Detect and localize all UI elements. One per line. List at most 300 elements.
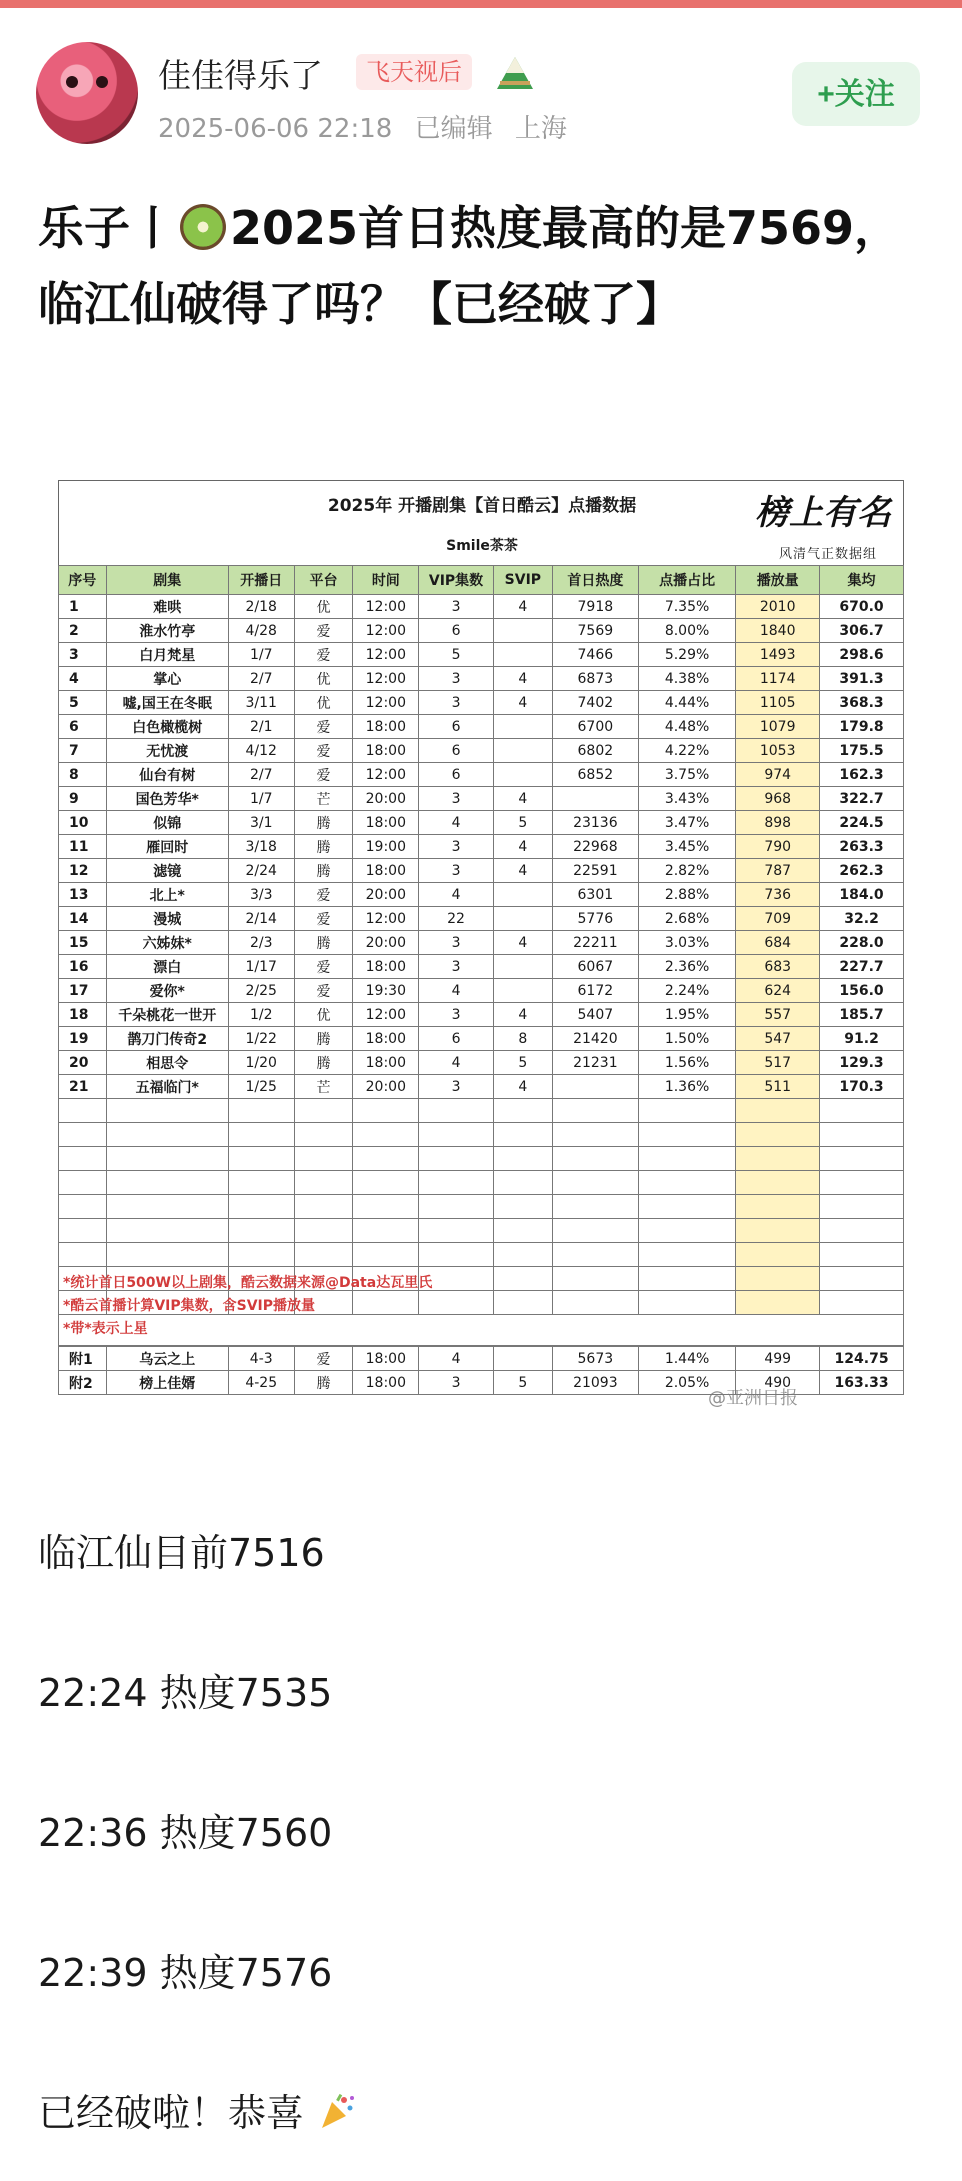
table-cell: [493, 979, 552, 1003]
table-cell: 306.7: [820, 619, 904, 643]
table-cell: [493, 883, 552, 907]
table-cell: [228, 1171, 294, 1195]
table-cell: 5: [419, 643, 494, 667]
table-cell: 4: [419, 1347, 494, 1371]
table-cell: [419, 1099, 494, 1123]
table-cell: 21231: [552, 1051, 638, 1075]
table-cell: 8: [59, 763, 107, 787]
logo-script: 榜上有名: [755, 493, 891, 533]
table-cell: 3: [419, 955, 494, 979]
table-row: [59, 931, 904, 955]
table-cell: [59, 1099, 107, 1123]
table-cell: 7402: [552, 691, 638, 715]
table-cell: 19:00: [353, 835, 419, 859]
table-cell: [820, 1147, 904, 1171]
table-cell: 白月梵星: [106, 643, 228, 667]
table-cell: [820, 1171, 904, 1195]
table-cell: [228, 1195, 294, 1219]
table-cell: 4.44%: [638, 691, 735, 715]
table-cell: 1/2: [228, 1003, 294, 1027]
table-cell: 6: [419, 619, 494, 643]
table-cell: 芒: [294, 1075, 353, 1099]
avatar[interactable]: [36, 42, 138, 144]
table-cell: 优: [294, 595, 353, 619]
table-cell: 511: [736, 1075, 820, 1099]
table-cell: 3/18: [228, 835, 294, 859]
zongzi-icon: [494, 54, 536, 94]
table-cell: 1.56%: [638, 1051, 735, 1075]
table-cell: 4: [493, 691, 552, 715]
table-cell: [820, 1099, 904, 1123]
table-cell: [552, 1219, 638, 1243]
column-header: 集均: [820, 566, 904, 595]
table-cell: 2.88%: [638, 883, 735, 907]
table-cell: [493, 1123, 552, 1147]
table-cell: 499: [736, 1347, 820, 1371]
table-cell: 4.48%: [638, 715, 735, 739]
table-cell: 2.36%: [638, 955, 735, 979]
table-cell: [106, 1195, 228, 1219]
party-popper-icon: [316, 2092, 356, 2132]
follow-button[interactable]: +关注: [792, 62, 920, 126]
table-cell: 4: [493, 595, 552, 619]
table-cell: [552, 1075, 638, 1099]
table-cell: 20:00: [353, 931, 419, 955]
table-cell: [638, 1099, 735, 1123]
table-cell: 淮水竹亭: [106, 619, 228, 643]
table-cell: [353, 1219, 419, 1243]
table-cell: 3: [419, 1371, 494, 1395]
table-cell: 2: [59, 619, 107, 643]
table-cell: 2/7: [228, 763, 294, 787]
table-cell: 爱: [294, 715, 353, 739]
table-cell: 13: [59, 883, 107, 907]
table-row: [59, 643, 904, 667]
table-cell: [493, 1195, 552, 1219]
table-cell: 腾: [294, 931, 353, 955]
title-main: 2025首日热度最高的是7569，临江仙破得了吗？【已经破了】: [38, 201, 901, 331]
table-cell: 4/28: [228, 619, 294, 643]
table-cell: 22211: [552, 931, 638, 955]
table-cell: 787: [736, 859, 820, 883]
table-cell: 18:00: [353, 1371, 419, 1395]
table-cell: 557: [736, 1003, 820, 1027]
column-header: 首日热度: [552, 566, 638, 595]
table-cell: 2/24: [228, 859, 294, 883]
table-cell: [493, 715, 552, 739]
table-cell: 1493: [736, 643, 820, 667]
table-cell: [820, 1219, 904, 1243]
table-cell: [552, 787, 638, 811]
table-cell: 腾: [294, 1051, 353, 1075]
table-cell: [353, 1147, 419, 1171]
table-cell: 12:00: [353, 595, 419, 619]
post-title: [38, 190, 918, 342]
table-cell: 2010: [736, 595, 820, 619]
table-row: [59, 1003, 904, 1027]
table-cell: [552, 1195, 638, 1219]
table-row: [59, 955, 904, 979]
table-cell: 爱: [294, 907, 353, 931]
table-cell: 雁回时: [106, 835, 228, 859]
table-cell: 爱: [294, 979, 353, 1003]
post-line: 22:39 热度7576: [38, 1951, 333, 1995]
table-row: [59, 763, 904, 787]
table-cell: 爱你*: [106, 979, 228, 1003]
table-cell: 芒: [294, 787, 353, 811]
table-cell: 22: [419, 907, 494, 931]
table-cell: 爱: [294, 643, 353, 667]
table-cell: [493, 1147, 552, 1171]
table-cell: 298.6: [820, 643, 904, 667]
table-cell: 腾: [294, 1027, 353, 1051]
table-cell: [552, 1099, 638, 1123]
table-cell: 2.82%: [638, 859, 735, 883]
table-cell: 6852: [552, 763, 638, 787]
table-cell: [638, 1123, 735, 1147]
table-cell: 2/18: [228, 595, 294, 619]
post-line: 22:36 热度7560: [38, 1811, 333, 1855]
table-cell: 21420: [552, 1027, 638, 1051]
table-cell: [638, 1171, 735, 1195]
table-cell: 乌云之上: [106, 1347, 228, 1371]
table-cell: 4: [493, 835, 552, 859]
table-cell: 684: [736, 931, 820, 955]
table-cell: 8.00%: [638, 619, 735, 643]
kiwi-icon: [180, 204, 226, 250]
logo-tag: 风清气正数据组: [779, 547, 878, 562]
table-cell: 179.8: [820, 715, 904, 739]
table-cell: 2/14: [228, 907, 294, 931]
table-cell: 腾: [294, 859, 353, 883]
column-header: 时间: [353, 566, 419, 595]
column-header: 平台: [294, 566, 353, 595]
table-cell: 国色芳华*: [106, 787, 228, 811]
table-cell: 12:00: [353, 667, 419, 691]
table-cell: 1079: [736, 715, 820, 739]
table-row: [59, 619, 904, 643]
post-line: 22:24 热度7535: [38, 1671, 333, 1715]
table-cell: 1053: [736, 739, 820, 763]
table-cell: 32.2: [820, 907, 904, 931]
table-logo: [749, 485, 899, 563]
table-cell: 爱: [294, 763, 353, 787]
table-cell: 670.0: [820, 595, 904, 619]
table-cell: 3: [419, 835, 494, 859]
table-cell: 624: [736, 979, 820, 1003]
table-cell: [228, 1123, 294, 1147]
table-row: [59, 859, 904, 883]
table-cell: [638, 1243, 735, 1267]
table-header-box: [58, 480, 904, 566]
table-cell: 898: [736, 811, 820, 835]
table-cell: 附1: [59, 1347, 107, 1371]
table-cell: 腾: [294, 835, 353, 859]
table-cell: 2/3: [228, 931, 294, 955]
table-cell: [59, 1219, 107, 1243]
table-cell: 1/7: [228, 643, 294, 667]
table-cell: [820, 1243, 904, 1267]
table-cell: 3: [59, 643, 107, 667]
table-cell: 3: [419, 787, 494, 811]
table-cell: [552, 1171, 638, 1195]
table-cell: 3: [419, 667, 494, 691]
table-cell: 爱: [294, 739, 353, 763]
table-cell: 1/7: [228, 787, 294, 811]
table-cell: 790: [736, 835, 820, 859]
table-cell: [294, 1099, 353, 1123]
table-cell: [493, 955, 552, 979]
empty-row: [59, 1219, 904, 1243]
table-cell: 5673: [552, 1347, 638, 1371]
table-cell: [736, 1195, 820, 1219]
table-cell: 6802: [552, 739, 638, 763]
table-row: [59, 883, 904, 907]
ranking-table: [58, 565, 904, 1315]
table-cell: [736, 1219, 820, 1243]
table-cell: 3: [419, 859, 494, 883]
table-cell: 736: [736, 883, 820, 907]
empty-row: [59, 1195, 904, 1219]
table-cell: 19:30: [353, 979, 419, 1003]
table-cell: [736, 1171, 820, 1195]
table-cell: [59, 1195, 107, 1219]
table-cell: [736, 1099, 820, 1123]
table-cell: [106, 1147, 228, 1171]
table-cell: 3: [419, 691, 494, 715]
table-cell: 鹊刀门传奇2: [106, 1027, 228, 1051]
table-cell: 掌心: [106, 667, 228, 691]
table-cell: 4: [493, 931, 552, 955]
table-cell: 6: [419, 739, 494, 763]
table-cell: [294, 1243, 353, 1267]
table-cell: 7569: [552, 619, 638, 643]
author-name[interactable]: 佳佳得乐了: [158, 56, 323, 95]
table-row: [59, 979, 904, 1003]
table-cell: [493, 1243, 552, 1267]
table-cell: 2.68%: [638, 907, 735, 931]
column-header: SVIP: [493, 566, 552, 595]
appendix-row: [59, 1347, 904, 1371]
table-cell: 优: [294, 1003, 353, 1027]
table-cell: 嘘,国王在冬眠: [106, 691, 228, 715]
table-cell: 5776: [552, 907, 638, 931]
table-cell: 184.0: [820, 883, 904, 907]
table-cell: 968: [736, 787, 820, 811]
table-cell: [106, 1123, 228, 1147]
table-cell: [736, 1123, 820, 1147]
table-cell: [493, 763, 552, 787]
table-cell: 368.3: [820, 691, 904, 715]
table-cell: 91.2: [820, 1027, 904, 1051]
table-cell: 6301: [552, 883, 638, 907]
table-cell: [419, 1195, 494, 1219]
table-cell: 1/22: [228, 1027, 294, 1051]
table-cell: 6: [59, 715, 107, 739]
empty-row: [59, 1243, 904, 1267]
table-cell: 21: [59, 1075, 107, 1099]
table-cell: [493, 1171, 552, 1195]
table-cell: [228, 1219, 294, 1243]
post-location: 上海: [514, 114, 567, 144]
table-cell: 683: [736, 955, 820, 979]
table-cell: 547: [736, 1027, 820, 1051]
table-cell: 7.35%: [638, 595, 735, 619]
table-cell: 1.95%: [638, 1003, 735, 1027]
title-prefix: 乐子丨: [38, 201, 176, 255]
table-cell: 185.7: [820, 1003, 904, 1027]
table-cell: 腾: [294, 811, 353, 835]
edited-label: 已编辑: [414, 114, 493, 144]
table-cell: 5: [493, 811, 552, 835]
table-cell: 2/7: [228, 667, 294, 691]
table-cell: [419, 1243, 494, 1267]
table-cell: 腾: [294, 1371, 353, 1395]
table-cell: 7: [59, 739, 107, 763]
table-cell: 1/25: [228, 1075, 294, 1099]
table-cell: 似锦: [106, 811, 228, 835]
table-cell: [493, 739, 552, 763]
table-cell: 18:00: [353, 859, 419, 883]
table-cell: 4/12: [228, 739, 294, 763]
table-cell: [228, 1243, 294, 1267]
table-cell: 18:00: [353, 1051, 419, 1075]
post-meta: [158, 108, 581, 145]
table-cell: 1.44%: [638, 1347, 735, 1371]
table-cell: 21093: [552, 1371, 638, 1395]
note-line: *带*表示上星: [63, 1321, 148, 1337]
table-row: [59, 739, 904, 763]
table-cell: [353, 1123, 419, 1147]
table-cell: 4-3: [228, 1347, 294, 1371]
table-cell: 1.36%: [638, 1075, 735, 1099]
table-cell: 517: [736, 1051, 820, 1075]
table-cell: [552, 1243, 638, 1267]
table-cell: 4: [59, 667, 107, 691]
table-cell: 12:00: [353, 691, 419, 715]
table-cell: 6: [419, 763, 494, 787]
table-cell: 6067: [552, 955, 638, 979]
table-cell: 6: [419, 715, 494, 739]
table-row: [59, 835, 904, 859]
table-cell: 19: [59, 1027, 107, 1051]
column-header: 播放量: [736, 566, 820, 595]
table-cell: 4: [419, 979, 494, 1003]
table-cell: 18:00: [353, 715, 419, 739]
table-cell: 262.3: [820, 859, 904, 883]
note-line: *统计首日500W以上剧集，酷云数据来源@Data达瓦里氏: [63, 1275, 433, 1291]
table-cell: 3.45%: [638, 835, 735, 859]
table-cell: [353, 1099, 419, 1123]
table-cell: 5407: [552, 1003, 638, 1027]
table-cell: 白色橄榄树: [106, 715, 228, 739]
table-cell: [638, 1195, 735, 1219]
table-cell: 相思令: [106, 1051, 228, 1075]
table-cell: 20:00: [353, 1075, 419, 1099]
table-cell: 1840: [736, 619, 820, 643]
table-cell: 124.75: [820, 1347, 904, 1371]
table-cell: 15: [59, 931, 107, 955]
post-line: 已经破啦！恭喜: [38, 2091, 305, 2135]
table-cell: 709: [736, 907, 820, 931]
table-cell: 3.43%: [638, 787, 735, 811]
table-cell: [294, 1195, 353, 1219]
table-cell: [353, 1195, 419, 1219]
table-cell: 3: [419, 1075, 494, 1099]
note-line: *酷云首播计算VIP集数，含SVIP播放量: [63, 1298, 316, 1314]
table-cell: [552, 1123, 638, 1147]
table-cell: [552, 1147, 638, 1171]
table-cell: [228, 1147, 294, 1171]
table-cell: 175.5: [820, 739, 904, 763]
table-cell: 20:00: [353, 787, 419, 811]
table-cell: 4.38%: [638, 667, 735, 691]
table-cell: 163.33: [820, 1371, 904, 1395]
table-cell: [59, 1123, 107, 1147]
author-badge[interactable]: 飞天视后: [356, 54, 472, 90]
table-cell: 16: [59, 955, 107, 979]
table-cell: 1.50%: [638, 1027, 735, 1051]
table-cell: 9: [59, 787, 107, 811]
table-cell: 仙台有树: [106, 763, 228, 787]
table-cell: 3.03%: [638, 931, 735, 955]
table-cell: 11: [59, 835, 107, 859]
table-cell: 12:00: [353, 643, 419, 667]
table-cell: [419, 1123, 494, 1147]
table-cell: 4: [493, 1003, 552, 1027]
table-cell: 3.75%: [638, 763, 735, 787]
data-table-image[interactable]: [58, 480, 904, 1440]
table-cell: [419, 1147, 494, 1171]
table-row: [59, 715, 904, 739]
table-row: [59, 1051, 904, 1075]
table-cell: 156.0: [820, 979, 904, 1003]
table-cell: 7466: [552, 643, 638, 667]
table-cell: 无忧渡: [106, 739, 228, 763]
table-row: [59, 595, 904, 619]
table-cell: 优: [294, 691, 353, 715]
table-cell: 6172: [552, 979, 638, 1003]
table-cell: [59, 1147, 107, 1171]
post-line: 临江仙目前7516: [38, 1531, 325, 1575]
table-subtitle: Smile茶茶: [446, 538, 518, 554]
table-cell: 490: [736, 1371, 820, 1395]
table-cell: [228, 1099, 294, 1123]
table-cell: 2.05%: [638, 1371, 735, 1395]
table-cell: 322.7: [820, 787, 904, 811]
table-cell: 224.5: [820, 811, 904, 835]
table-cell: 14: [59, 907, 107, 931]
table-cell: [106, 1243, 228, 1267]
table-cell: 1174: [736, 667, 820, 691]
table-cell: [294, 1171, 353, 1195]
table-cell: 五福临门*: [106, 1075, 228, 1099]
table-cell: 3.47%: [638, 811, 735, 835]
table-cell: [493, 1347, 552, 1371]
column-header: 序号: [59, 566, 107, 595]
table-cell: 4: [419, 883, 494, 907]
table-cell: [59, 1171, 107, 1195]
table-cell: 17: [59, 979, 107, 1003]
table-cell: 12:00: [353, 907, 419, 931]
column-header: 剧集: [106, 566, 228, 595]
table-cell: 爱: [294, 619, 353, 643]
table-cell: 滤镜: [106, 859, 228, 883]
table-cell: [493, 643, 552, 667]
table-cell: [419, 1219, 494, 1243]
table-cell: [638, 1147, 735, 1171]
table-row: [59, 787, 904, 811]
